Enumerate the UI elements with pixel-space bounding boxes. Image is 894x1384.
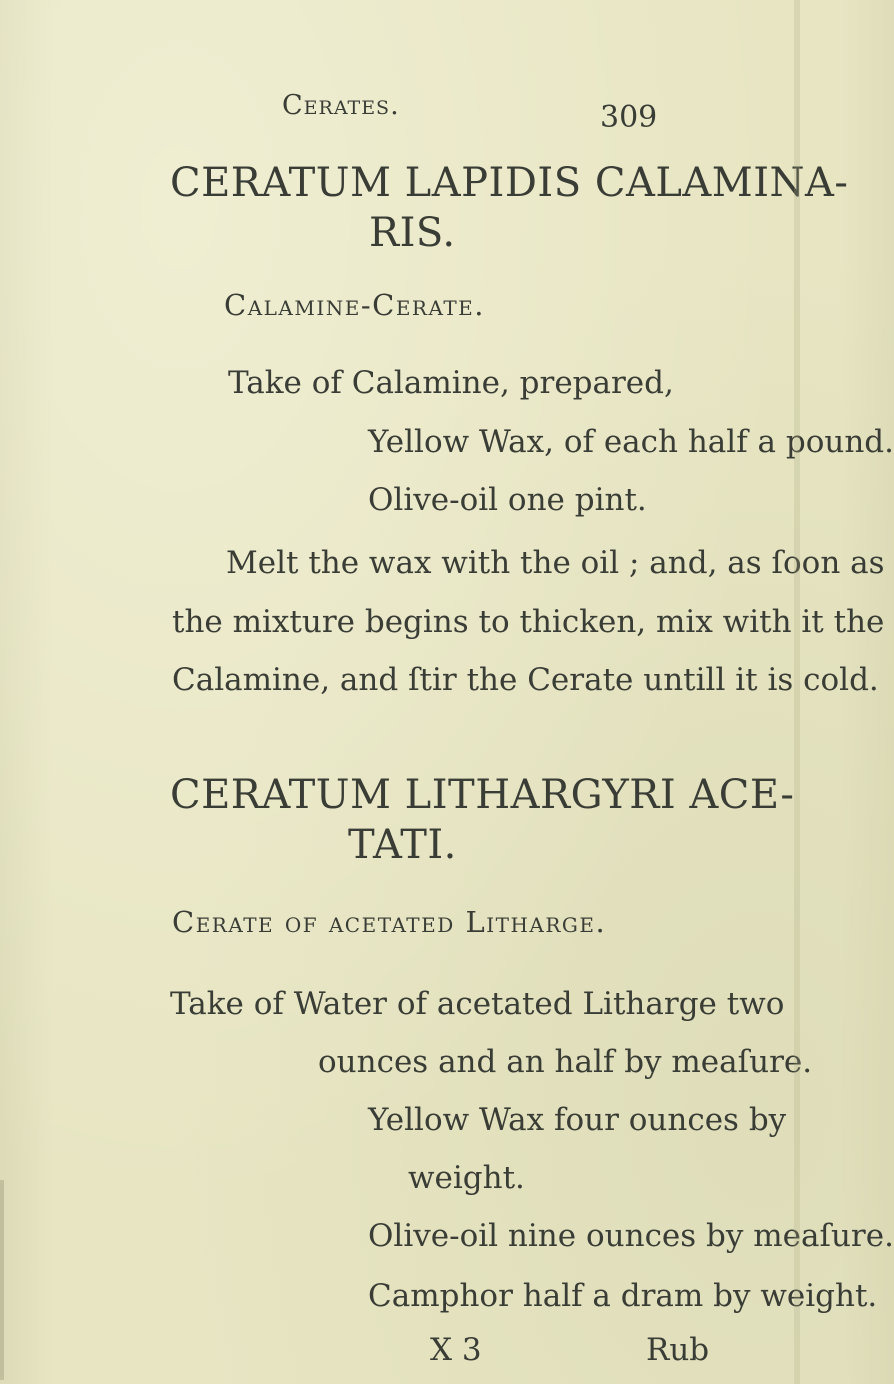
section1-title-line1: CERATUM LAPIDIS CALAMINA-: [170, 160, 849, 206]
section2-recipe-line: ounces and an half by meaſure.: [318, 1044, 813, 1080]
section2-recipe-line: Yellow Wax four ounces by: [368, 1102, 787, 1138]
page-edge-shadow: [0, 1180, 4, 1380]
running-head: Cerates.: [282, 90, 400, 121]
section2-subtitle: Cerate of acetated Litharge.: [172, 905, 607, 939]
section2-title-line1: CERATUM LITHARGYRI ACE-: [170, 772, 795, 818]
section2-recipe-line: weight.: [408, 1160, 525, 1196]
page-edge-shadow: [794, 0, 800, 1384]
section1-method-line: the mixture begins to thicken, mix with it the: [172, 604, 885, 640]
section1-recipe-line: Olive-oil one pint.: [368, 482, 647, 518]
section1-method-line: Calamine, and ſtir the Cerate untill it is cold.: [172, 662, 879, 698]
section2-recipe-line: Olive-oil nine ounces by meaſure.: [368, 1218, 894, 1254]
section1-method-line: Melt the wax with the oil ; and, as ſoon as: [226, 545, 885, 581]
section2-title-line2: TATI.: [348, 822, 457, 868]
catchword: Rub: [646, 1332, 710, 1368]
page-number: 309: [600, 100, 658, 135]
signature-mark: X 3: [430, 1332, 482, 1368]
section1-title-line2: RIS.: [369, 210, 456, 256]
section1-recipe-line: Take of Calamine, prepared,: [228, 365, 674, 401]
section2-recipe-line: Camphor half a dram by weight.: [368, 1278, 878, 1314]
section1-subtitle: Calamine-Cerate.: [224, 288, 485, 322]
section1-recipe-line: Yellow Wax, of each half a pound.: [368, 424, 894, 460]
section2-recipe-line: Take of Water of acetated Litharge two: [170, 986, 785, 1022]
